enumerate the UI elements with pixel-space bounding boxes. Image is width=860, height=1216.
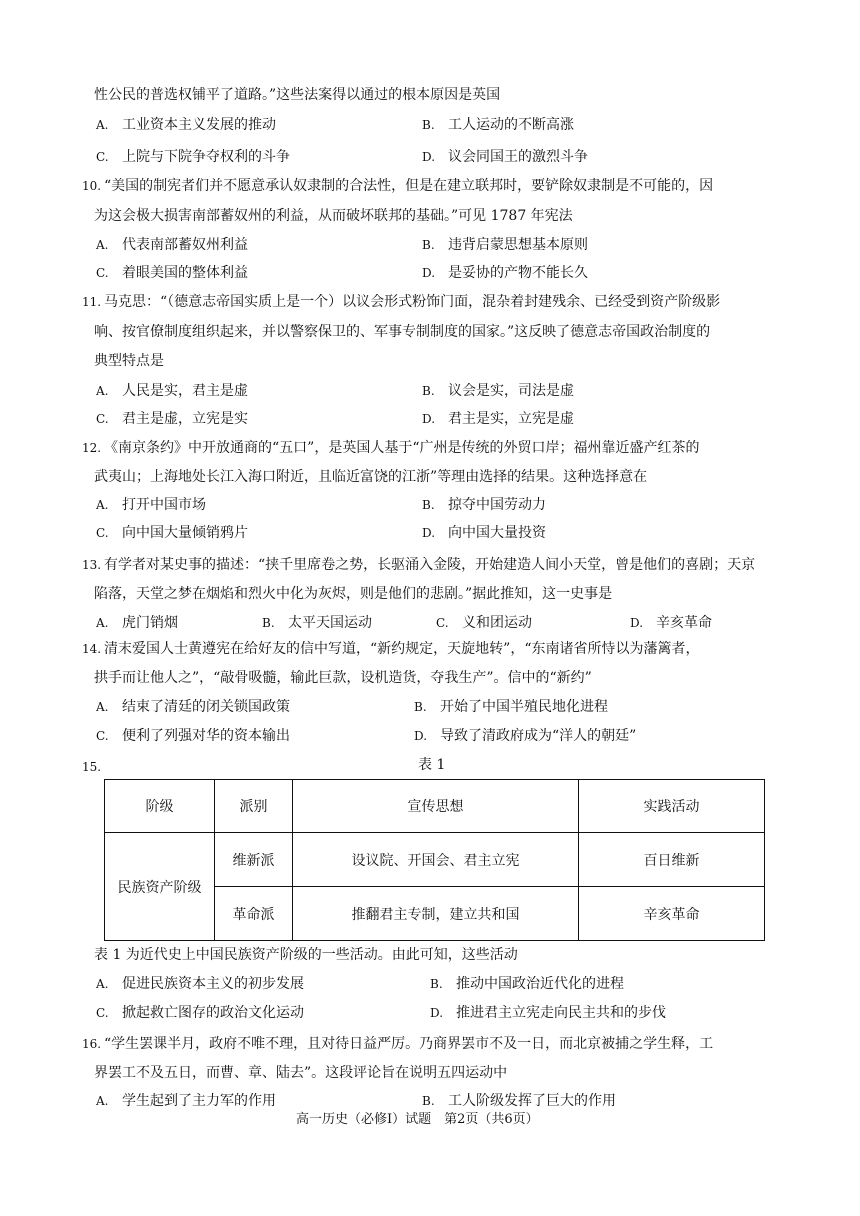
table-header-row (105, 780, 765, 833)
option-letter: A. (96, 977, 109, 991)
option-text: 向中国大量倾销鸦片 (122, 525, 248, 541)
q14-option-c (96, 727, 290, 745)
q16-option-b (422, 1092, 616, 1110)
q14-stem-line2: 拱手而让他人之”，“敲骨吸髓，输此巨款，设机造货，夺我生产”。信中的“新约” (94, 670, 592, 686)
option-text: 掠夺中国劳动力 (448, 497, 546, 513)
q15-option-a (96, 975, 304, 993)
q13-option-b (262, 614, 372, 632)
option-text: 君主是虚，立宪是实 (122, 411, 248, 427)
q11-number: 11. (82, 295, 102, 309)
q11-stem-line3: 典型特点是 (94, 353, 164, 369)
option-letter: A. (96, 498, 109, 512)
q12-option-a (96, 496, 206, 514)
option-text: 工人阶级发挥了巨大的作用 (448, 1093, 616, 1109)
option-text: 促进民族资本主义的初步发展 (122, 976, 304, 992)
option-letter: A. (96, 1094, 109, 1108)
header-practice: 实践活动 (579, 780, 765, 833)
option-text: 代表南部蓄奴州利益 (122, 237, 248, 253)
option-letter: D. (430, 1006, 444, 1020)
table-1 (104, 779, 765, 941)
q13-stem-line2: 陷落，天堂之梦在烟焰和烈火中化为灰烬，则是他们的悲剧。”据此推知，这一史事是 (94, 586, 613, 602)
q10-number: 10. (82, 179, 102, 193)
page-footer: 高一历史（必修Ⅰ）试题 第2页（共6页） (296, 1112, 539, 1127)
q9-option-b (422, 116, 574, 134)
option-text: 开始了中国半殖民地化进程 (440, 699, 608, 715)
q14-option-b (414, 698, 608, 716)
q12-stem-line2: 武夷山；上海地处长江入海口附近，且临近富饶的江浙”等理由选择的结果。这种选择意在 (94, 469, 648, 485)
faction-cell: 革命派 (215, 887, 293, 941)
option-letter: C. (96, 412, 109, 426)
option-text: 推动中国政治近代化的进程 (456, 976, 624, 992)
option-text: 打开中国市场 (122, 497, 206, 513)
option-letter: B. (422, 384, 435, 398)
option-text: 虎门销烟 (122, 615, 178, 631)
q15-stem: 表 1 为近代史上中国民族资产阶级的一些活动。由此可知，这些活动 (94, 947, 518, 963)
q11-stem-line1: 马克思：“（德意志帝国实质上是一个）以议会形式粉饰门面，混杂着封建残余、已经受到资产阶级影 (104, 294, 721, 310)
q11-option-b (422, 382, 574, 400)
q12-option-d (422, 524, 546, 542)
q9-option-c (96, 148, 290, 166)
q11-option-d (422, 410, 574, 428)
q9-option-d (422, 148, 588, 166)
option-letter: A. (96, 118, 109, 132)
q12-option-b (422, 496, 546, 514)
option-text: 上院与下院争夺权利的斗争 (122, 149, 290, 165)
option-text: 推进君主立宪走向民主共和的步伐 (456, 1005, 666, 1021)
option-text: 掀起救亡图存的政治文化运动 (122, 1005, 304, 1021)
option-letter: B. (430, 977, 443, 991)
header-idea: 宣传思想 (293, 780, 579, 833)
option-letter: D. (422, 526, 436, 540)
option-letter: C. (96, 729, 109, 743)
option-letter: D. (422, 150, 436, 164)
option-text: 是妥协的产物不能长久 (448, 265, 588, 281)
header-class: 阶级 (105, 780, 215, 833)
q13-option-a (96, 614, 178, 632)
table-title: 表 1 (418, 757, 446, 773)
q16-number: 16. (82, 1037, 102, 1051)
option-text: 向中国大量投资 (448, 525, 546, 541)
option-text: 导致了清政府成为“洋人的朝廷” (440, 728, 637, 744)
q15-number: 15. (82, 760, 102, 774)
option-letter: C. (96, 1006, 109, 1020)
option-text: 太平天国运动 (288, 615, 372, 631)
option-letter: C. (96, 150, 109, 164)
practice-cell: 百日维新 (579, 833, 765, 887)
q9-option-a (96, 116, 276, 134)
faction-cell: 维新派 (215, 833, 293, 887)
option-text: 结束了清廷的闭关锁国政策 (122, 699, 290, 715)
option-letter: C. (436, 616, 449, 630)
option-letter: A. (96, 700, 109, 714)
q10-option-d (422, 264, 588, 282)
option-text: 学生起到了主力军的作用 (122, 1093, 276, 1109)
practice-cell: 辛亥革命 (579, 887, 765, 941)
q11-option-a (96, 382, 248, 400)
q10-stem-line1: “美国的制宪者们并不愿意承认奴隶制的合法性，但是在建立联邦时，要铲除奴隶制是不可能的，因 (104, 178, 714, 194)
option-text: 人民是实，君主是虚 (122, 383, 248, 399)
idea-cell: 推翻君主专制，建立共和国 (293, 887, 579, 941)
q13-stem-line1: 有学者对某史事的描述：“挟千里席卷之势，长驱涌入金陵，开始建造人间小天堂，曾是他们的喜剧；天京 (104, 557, 756, 573)
q11-stem-line2: 响、按官僚制度组织起来，并以警察保卫的、军事专制制度的国家。”这反映了德意志帝国政治制度的 (94, 324, 711, 340)
option-text: 便利了列强对华的资本输出 (122, 728, 290, 744)
q10-stem-line2: 为这会极大损害南部蓄奴州的利益，从而破坏联邦的基础。”可见 1787 年宪法 (94, 208, 573, 224)
q12-number: 12. (82, 441, 102, 455)
class-cell: 民族资产阶级 (105, 833, 215, 941)
option-text: 议会同国王的激烈斗争 (448, 149, 588, 165)
option-letter: B. (422, 238, 435, 252)
q14-number: 14. (82, 642, 102, 656)
q16-stem-line1: “学生罢课半月，政府不唯不理，且对待日益严厉。乃商界罢市不及一日，而北京被捕之学生释，工 (104, 1036, 714, 1052)
option-text: 君主是实，立宪是虚 (448, 411, 574, 427)
option-letter: A. (96, 384, 109, 398)
option-letter: D. (414, 729, 428, 743)
q10-option-c (96, 264, 248, 282)
option-letter: D. (630, 616, 644, 630)
q14-stem-line1: 清末爱国人士黄遵宪在给好友的信中写道，“新约规定，天旋地转”，“东南诸省所恃以为藩篱者， (104, 641, 700, 657)
option-letter: D. (422, 412, 436, 426)
q11-option-c (96, 410, 248, 428)
option-letter: B. (262, 616, 275, 630)
q13-option-d (630, 614, 712, 632)
option-letter: D. (422, 266, 436, 280)
q10-option-a (96, 236, 248, 254)
option-letter: C. (96, 266, 109, 280)
option-letter: C. (96, 526, 109, 540)
option-letter: B. (422, 1094, 435, 1108)
q15-option-d (430, 1004, 666, 1022)
q9-stem-continuation: 性公民的普选权铺平了道路。”这些法案得以通过的根本原因是英国 (94, 87, 501, 103)
q10-option-b (422, 236, 588, 254)
q15-option-c (96, 1004, 304, 1022)
option-letter: A. (96, 238, 109, 252)
q14-option-d (414, 727, 636, 745)
q16-stem-line2: 界罢工不及五日，而曹、章、陆去”。这段评论旨在说明五四运动中 (94, 1065, 508, 1081)
option-text: 议会是实，司法是虚 (448, 383, 574, 399)
q16-option-a (96, 1092, 276, 1110)
q15-option-b (430, 975, 624, 993)
option-text: 辛亥革命 (656, 615, 712, 631)
option-text: 违背启蒙思想基本原则 (448, 237, 588, 253)
option-letter: A. (96, 616, 109, 630)
option-text: 着眼美国的整体利益 (122, 265, 248, 281)
header-faction: 派别 (215, 780, 293, 833)
q12-option-c (96, 524, 248, 542)
option-letter: B. (422, 118, 435, 132)
q13-option-c (436, 614, 532, 632)
q14-option-a (96, 698, 290, 716)
option-text: 义和团运动 (462, 615, 532, 631)
option-letter: B. (422, 498, 435, 512)
table-row (105, 833, 765, 887)
idea-cell: 设议院、开国会、君主立宪 (293, 833, 579, 887)
option-letter: B. (414, 700, 427, 714)
q12-stem-line1: 《南京条约》中开放通商的“五口”，是英国人基于“广州是传统的外贸口岸；福州靠近盛产红茶的 (104, 440, 700, 456)
option-text: 工业资本主义发展的推动 (122, 117, 276, 133)
option-text: 工人运动的不断高涨 (448, 117, 574, 133)
q13-number: 13. (82, 558, 102, 572)
